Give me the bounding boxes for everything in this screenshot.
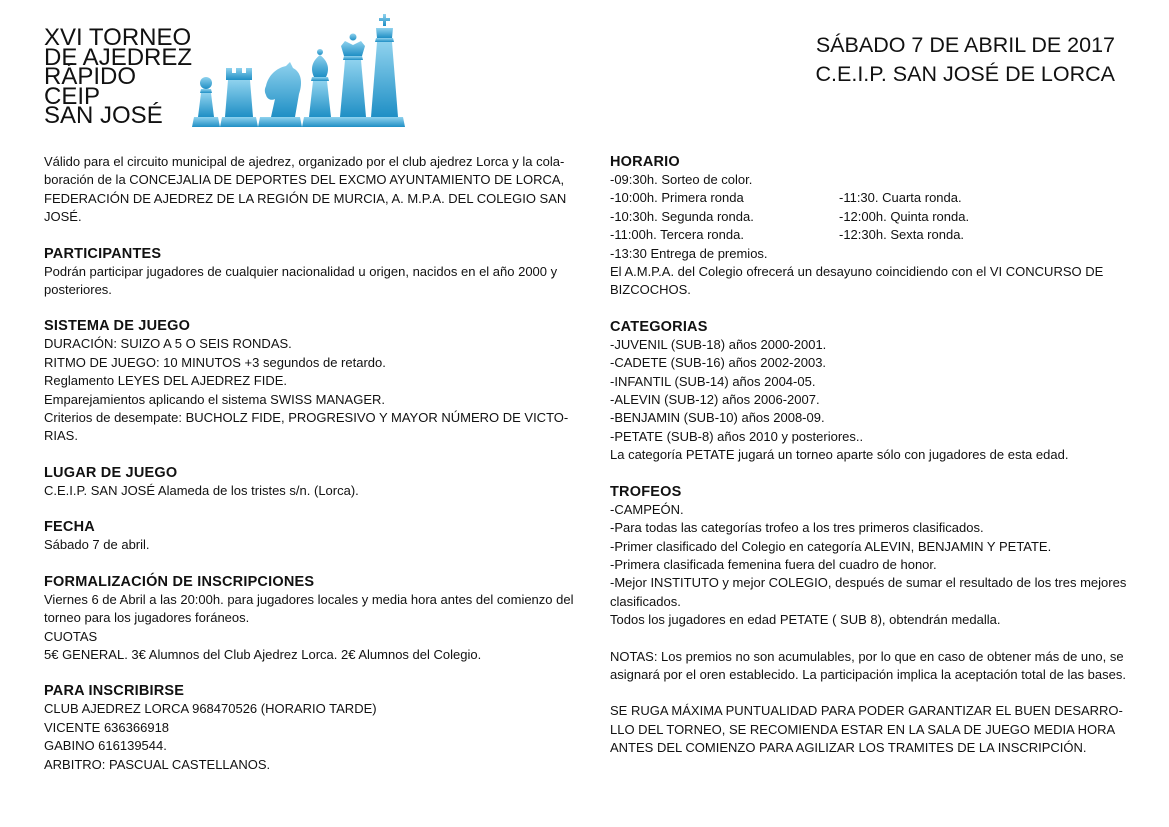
categorias-line: -PETATE (SUB-8) años 2010 y posteriores.. bbox=[610, 428, 864, 444]
lugar-line: C.E.I.P. SAN JOSÉ Alameda de los tristes s/n. (Lorca). bbox=[44, 482, 359, 498]
formalizacion-line: 5€ GENERAL. 3€ Alumnos del Club Ajedrez Lorca. 2€ Alumnos del Colegio. bbox=[44, 646, 482, 662]
chess-pieces-illustration bbox=[190, 12, 410, 130]
sistema-line: Reglamento LEYES DEL AJEDREZ FIDE. bbox=[44, 373, 288, 389]
inscribirse-heading: PARA INSCRIBIRSE bbox=[44, 683, 185, 700]
fecha-line: Sábado 7 de abril. bbox=[44, 537, 150, 553]
trofeos-line: -CAMPEÓN. bbox=[610, 501, 684, 517]
title-line-4: CEIP bbox=[44, 82, 101, 110]
horario-heading: HORARIO bbox=[610, 154, 680, 170]
formalizacion-heading: FORMALIZACIÓN DE INSCRIPCIONES bbox=[44, 573, 315, 590]
categorias-section bbox=[610, 318, 1130, 465]
schedule-item: -12:00h. Quinta ronda. bbox=[839, 208, 970, 224]
formalizacion-line: Viernes 6 de Abril a las 20:00h. para jugadores locales y media hora antes del comienzo del bbox=[44, 591, 574, 607]
categorias-line: -JUVENIL (SUB-18) años 2000-2001. bbox=[610, 336, 827, 352]
ruega-line: ANTES DEL COMIENZO PARA AGILIZAR LOS TRAMITES DE LA INSCRIPCIÓN. bbox=[610, 740, 1087, 756]
schedule-item: -11:00h. Tercera ronda. bbox=[610, 227, 744, 243]
schedule-item: -10:30h. Segunda ronda. bbox=[610, 208, 754, 224]
trofeos-section bbox=[610, 483, 1130, 630]
participantes-heading: PARTICIPANTES bbox=[44, 245, 162, 262]
intro-line: boración de la CONCEJALIA DE DEPORTES DEL EXCMO AYUNTAMIENTO DE LORCA, bbox=[44, 172, 565, 188]
categorias-line: -CADETE (SUB-16) años 2002-2003. bbox=[610, 355, 827, 371]
inscribirse-line: ARBITRO: PASCUAL CASTELLANOS. bbox=[44, 756, 271, 772]
event-venue: C.E.I.P. SAN JOSÉ DE LORCA bbox=[815, 62, 1115, 86]
title-line-5: SAN JOSÉ bbox=[44, 102, 163, 129]
tournament-title bbox=[44, 24, 204, 129]
schedule-row bbox=[610, 226, 1130, 244]
ruega-section bbox=[610, 702, 1130, 757]
left-column bbox=[44, 153, 574, 792]
title-line-2: DE AJEDREZ bbox=[44, 43, 193, 71]
inscribirse-line: VICENTE 636366918 bbox=[44, 719, 170, 735]
trofeos-line: -Primer clasificado del Colegio en categoría ALEVIN, BENJAMIN Y PETATE. bbox=[610, 538, 1052, 554]
schedule-row bbox=[610, 189, 1130, 207]
intro-line: JOSÉ. bbox=[44, 209, 82, 225]
categorias-heading: CATEGORIAS bbox=[610, 318, 708, 335]
rook-icon bbox=[220, 68, 258, 127]
notas-line: asignará por el oren establecido. La participación implica la aceptación total de las bases. bbox=[610, 666, 1126, 682]
schedule-row bbox=[610, 208, 1130, 226]
lugar-heading: LUGAR DE JUEGO bbox=[44, 464, 178, 481]
king-icon bbox=[364, 14, 405, 127]
schedule-item: -10:00h. Primera ronda bbox=[610, 190, 744, 206]
title-line-1: XVI TORNEO bbox=[44, 24, 192, 51]
horario-line: -09:30h. Sorteo de color. bbox=[610, 172, 753, 187]
sistema-heading: SISTEMA DE JUEGO bbox=[44, 318, 191, 335]
formalizacion-section bbox=[44, 573, 574, 665]
lugar-section bbox=[44, 464, 554, 500]
knight-icon bbox=[258, 62, 302, 127]
notas-label: NOTAS: bbox=[610, 648, 658, 664]
horario-section bbox=[610, 153, 1130, 300]
intro-paragraph bbox=[44, 153, 567, 227]
formalizacion-line: torneo para los jugadores foráneos. bbox=[44, 610, 250, 626]
schedule-item: -11:30. Cuarta ronda. bbox=[839, 190, 962, 206]
participantes-line: Podrán participar jugadores de cualquier nacionalidad u origen, nacidos en el año 2000 y bbox=[44, 263, 558, 279]
trofeos-line: -Mejor INSTITUTO y mejor COLEGIO, después de sumar el resultado de los tres mejores bbox=[610, 575, 1127, 591]
sistema-line: Criterios de desempate: BUCHOLZ FIDE, PROGRESIVO Y MAYOR NÚMERO DE VICTO- bbox=[44, 410, 569, 426]
categorias-line: -INFANTIL (SUB-14) años 2004-05. bbox=[610, 373, 816, 389]
sistema-line: Emparejamientos aplicando el sistema SWISS MANAGER. bbox=[44, 391, 386, 407]
trofeos-line: clasificados. bbox=[610, 593, 681, 609]
fecha-section bbox=[44, 518, 554, 554]
trofeos-line: Todos los jugadores en edad PETATE ( SUB 8), obtendrán medalla. bbox=[610, 612, 1001, 628]
trofeos-line: -Para todas las categorías trofeo a los tres primeros clasificados. bbox=[610, 520, 984, 536]
event-date: SÁBADO 7 DE ABRIL DE 2017 bbox=[815, 33, 1115, 57]
pawn-icon bbox=[192, 77, 220, 127]
notas-section bbox=[610, 648, 1130, 685]
event-date-venue bbox=[816, 31, 1116, 89]
schedule-item: -12:30h. Sexta ronda. bbox=[839, 227, 965, 243]
categorias-line: -BENJAMIN (SUB-10) años 2008-09. bbox=[610, 410, 825, 426]
horario-line: -13:30 Entrega de premios. bbox=[610, 245, 768, 261]
categorias-line: La categoría PETATE jugará un torneo aparte sólo con jugadores de esta edad. bbox=[610, 447, 1069, 463]
formalizacion-line: CUOTAS bbox=[44, 628, 98, 644]
ruega-line: LLO DEL TORNEO, SE RECOMIENDA ESTAR EN LA SALA DE JUEGO MEDIA HORA bbox=[610, 721, 1116, 737]
notas-line bbox=[610, 648, 1130, 666]
right-column bbox=[610, 153, 1130, 776]
notas-text: Los premios no son acumulables, por lo que en caso de obtener más de uno, se bbox=[657, 648, 1124, 664]
bishop-icon bbox=[302, 49, 338, 127]
sistema-line: RIAS. bbox=[44, 428, 78, 444]
trofeos-heading: TROFEOS bbox=[610, 483, 682, 500]
participantes-section bbox=[44, 245, 558, 300]
inscribirse-section bbox=[44, 682, 554, 774]
inscribirse-line: GABINO 616139544. bbox=[44, 738, 167, 754]
sistema-section bbox=[44, 317, 569, 445]
intro-line: FEDERACIÓN DE AJEDREZ DE LA REGIÓN DE MURCIA, A. M.P.A. DEL COLEGIO SAN bbox=[44, 190, 567, 206]
horario-line: BIZCOCHOS. bbox=[610, 282, 691, 298]
horario-line: El A.M.P.A. del Colegio ofrecerá un desayuno coincidiendo con el VI CONCURSO DE bbox=[610, 264, 1104, 280]
participantes-line: posteriores. bbox=[44, 282, 112, 298]
queen-icon bbox=[334, 34, 372, 128]
sistema-line: DURACIÓN: SUIZO A 5 O SEIS RONDAS. bbox=[44, 336, 292, 352]
sistema-line: RITMO DE JUEGO: 10 MINUTOS +3 segundos de retardo. bbox=[44, 354, 386, 370]
fecha-heading: FECHA bbox=[44, 519, 95, 536]
ruega-line: SE RUGA MÁXIMA PUNTUALIDAD PARA PODER GARANTIZAR EL BUEN DESARRO- bbox=[610, 703, 1123, 719]
inscribirse-line: CLUB AJEDREZ LORCA 968470526 (HORARIO TARDE) bbox=[44, 701, 377, 717]
title-line-3: RÁPIDO bbox=[44, 63, 137, 90]
intro-line: Válido para el circuito municipal de ajedrez, organizado por el club ajedrez Lorca y la cola- bbox=[44, 154, 565, 169]
trofeos-line: -Primera clasificada femenina fuera del cuadro de honor. bbox=[610, 556, 937, 572]
categorias-line: -ALEVIN (SUB-12) años 2006-2007. bbox=[610, 392, 820, 408]
